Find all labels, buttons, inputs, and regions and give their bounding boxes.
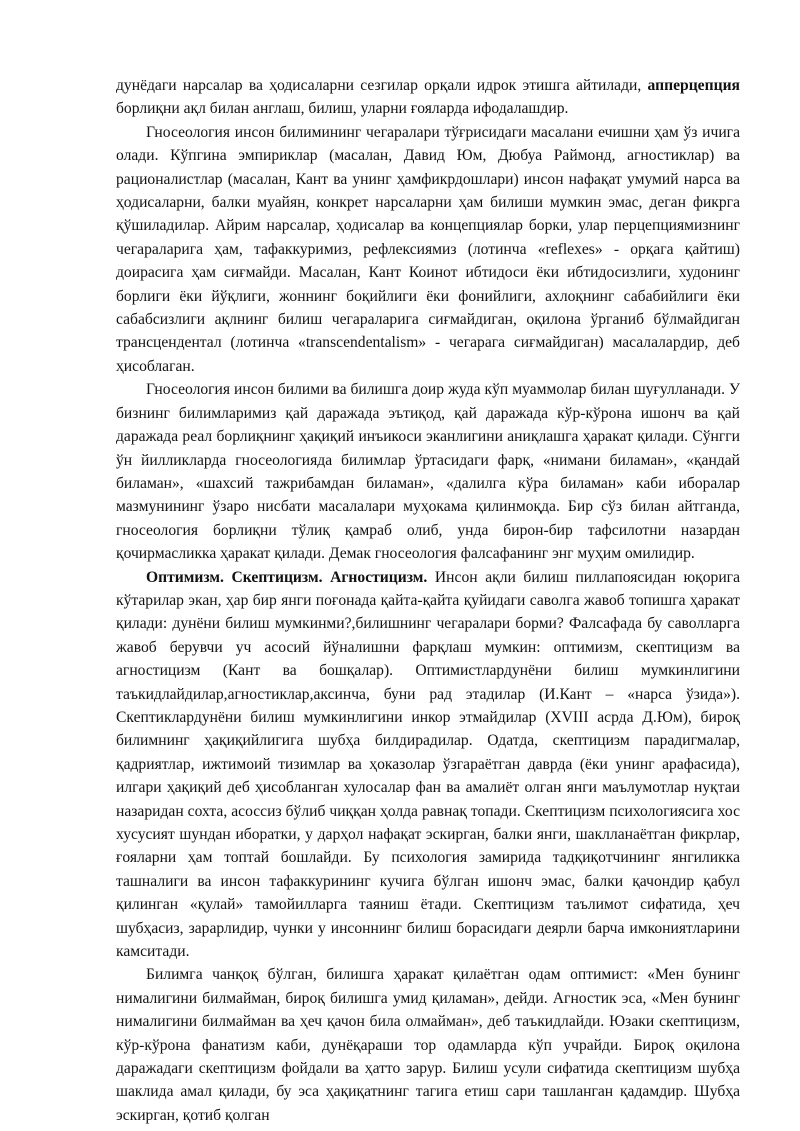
paragraph-1 [116, 74, 740, 121]
paragraph-5 [116, 963, 740, 1127]
paragraph-4 [116, 566, 740, 964]
paragraph-2 [116, 121, 740, 378]
term-apperception: апперцепция [647, 77, 740, 94]
paragraph-1-text-2: борлиқни ақл билан англаш, билиш, уларни ғояларда ифодалашдир. [116, 100, 569, 118]
section-heading: Оптимизм. Скептицизм. Агностицизм. [146, 568, 428, 586]
paragraph-3 [116, 378, 740, 565]
paragraph-2-text: Гносеология инсон билимининг чегаралари тўғрисидаги масалани ечишни ҳам ўз ичига олади. Кўпгина эмпириклар (масалан, Давид Юм, Дюбуа Раймонд, агностиклар) ва рационалистлар (масалан, Кант ва унинг ҳамфикрдошлари) инсон нафақат умумий нарса ва ҳодисаларни, балки муайян, конкрет нарсаларни ҳам билиши мумкин эмас, деган фикрга қўшиладилар. Айрим нарсалар, ҳодисалар ва концепциялар борки, улар перцепциямизнинг чегараларига ҳам, тафаккуримиз, рефлексиямиз (лотинча «reflexes» - орқага қайтиш) доирасига ҳам сиғмайди. Масалан, Кант Коинот ибтидоси ёки ибтидосизлиги, худонинг борлиги ёки йўқлиги, жоннинг боқийлиги ёки фонийлиги, ахлоқнинг сабабийлиги ёки сабабсизлиги ақлнинг билиш чегараларига сиғмайдиган, оқилона ўрганиб бўлмайдиган трансцендентал (лотинча «transcendentalism» - чегарага сиғмайдиган) масалалардир, деб ҳисоблаган. [116, 123, 740, 375]
paragraph-3-text: Гносеология инсон билими ва билишга доир жуда кўп муаммолар билан шуғулланади. У бизнинг билимларимиз қай даражада эътиқод, қай даражада кўр-кўрона ишонч ва қай даражада реал борлиқнинг ҳақиқий инъикоси эканлигини аниқлашга ҳаракат қилади. Сўнгги ўн йилликларда гносеологияда билимлар ўртасидаги фарқ, «нимани биламан», «қандай биламан», «шахсий тажрибамдан биламан», «далилга кўра биламан» каби иборалар мазмунининг ўзаро нисбати масалалари муҳокама қилинмоқда. Бир сўз билан айтганда, гносеология борлиқни тўлиқ қамраб олиб, унда бирон-бир тафсилотни назардан қочирмасликка ҳаракат қилади. Демак гносеология фалсафанинг энг муҳим омилидир. [116, 381, 740, 563]
paragraph-5-text: Билимга чанқоқ бўлган, билишга ҳаракат қилаётган одам оптимист: «Мен бунинг нималигини билмайман, бироқ билишга умид қиламан», дейди. Агностик эса, «Мен бунинг нималигини билмайман ва ҳеч қачон била олмайман», деб таъкидлайди. Юзаки скептицизм, кўр-кўрона фанатизм каби, дунёқараши тор одамларда кўп учрайди. Бироқ оқилона даражадаги скептицизм фойдали ва ҳатто зарур. Билиш усули сифатида скептицизм шубҳа шаклида амал қилади, бу эса ҳақиқатнинг тагига етиш сари ташланган қадамдир. Шубҳа эскирган, қотиб қолган [116, 966, 740, 1124]
document-page [116, 74, 740, 1127]
paragraph-4-text: Инсон ақли билиш пиллапоясидан юқорига кўтарилар экан, ҳар бир янги поғонада қайта-қайта қуйидаги саволга жавоб топишга ҳаракат қилади: дунёни билиш мумкинми?,билишнинг чегаралари борми? Фалсафада бу саволларга жавоб берувчи уч асосий йўналишни фарқлаш мумкин: оптимизм, скептицизм ва агностицизм (Кант ва бошқалар). Оптимистлардунёни билиш мумкинлигини таъкидлайдилар,агностиклар,аксинча, буни рад этадилар (И.Кант – «нарса ўзида»). Скептиклардунёни билиш мумкинлигини инкор этмайдилар (XVIII асрда Д.Юм), бироқ билимнинг ҳақиқийлигига шубҳа билдирадилар. Одатда, скептицизм парадигмалар, қадриятлар, ижтимоий тизимлар ва ҳоказолар ўзгараётган даврда (ёки унинг арафасида), илгари ҳақиқий деб ҳисобланган хулосалар фан ва амалиёт олган янги маълумотлар нуқтаи назаридан сохта, асоссиз бўлиб чиққан ҳолда равнақ топади. Скептицизм психологиясига хос хусусият шундан иборатки, у дарҳол нафақат эскирган, балки янги, шаклланаётган фикрлар, ғояларни ҳам топтай бошлайди. Бу психология замирида тадқиқотчининг янгиликка ташналиги ва инсон тафаккурининг кучига бўлган ишонч эмас, балки қачондир қабул қилинган «қулай» тамойилларга таяниш ётади. Скептицизм таълимот сифатида, ҳеч шубҳасиз, зарарлидир, чунки у инсоннинг билиш борасидаги деярли барча имкониятларини камситади. [116, 568, 740, 961]
paragraph-1-text-1: дунёдаги нарсалар ва ҳодисаларни сезгилар орқали идрок этишга айтилади, [116, 77, 648, 94]
